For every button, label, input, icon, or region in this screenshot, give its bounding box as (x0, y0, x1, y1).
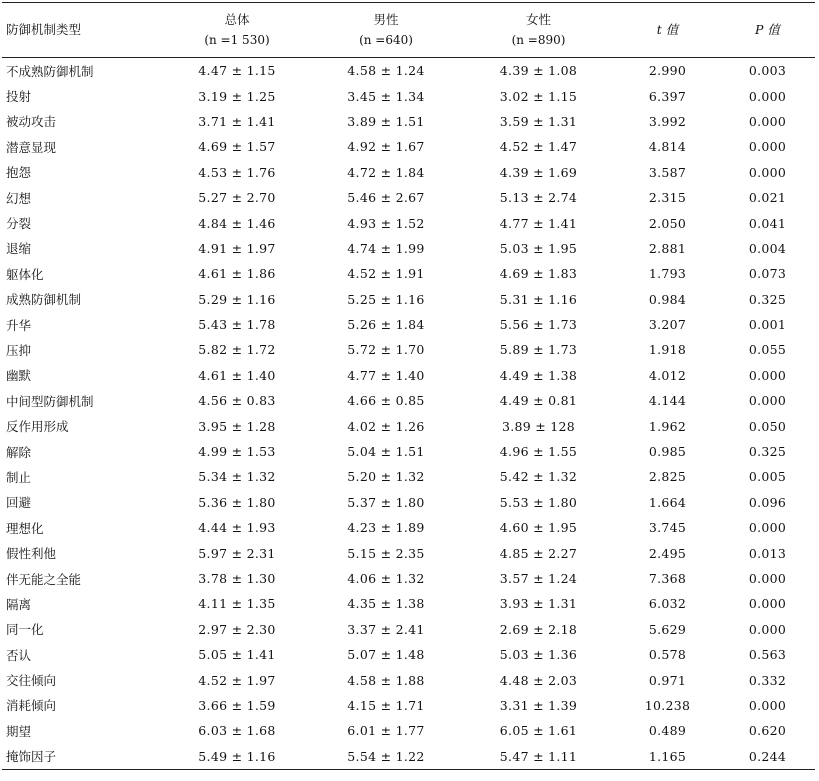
table-row (2, 287, 815, 312)
cell-total: 4.53 ± 1.76 (198, 164, 276, 180)
cell-t-value: 5.629 (648, 621, 687, 637)
cell-male: 4.58 ± 1.24 (347, 63, 425, 79)
table-row (2, 58, 815, 84)
cell-female: 3.93 ± 1.31 (499, 596, 578, 612)
cell-male: 5.26 ± 1.84 (347, 317, 425, 333)
table-row (2, 261, 815, 286)
cell-total: 5.49 ± 1.16 (198, 748, 276, 764)
row-label: 否认 (6, 647, 32, 663)
table-row (2, 210, 815, 235)
cell-t-value: 7.368 (648, 571, 687, 586)
table-row (2, 413, 815, 438)
cell-t-value: 2.315 (648, 190, 687, 206)
cell-t-value: 2.050 (648, 215, 687, 231)
header-total-label: 总体 (224, 12, 250, 27)
header-p-value (720, 3, 815, 58)
table-row (2, 363, 815, 388)
cell-female: 5.31 ± 1.16 (499, 291, 578, 307)
row-label: 升华 (6, 317, 32, 333)
cell-t-value: 10.238 (644, 697, 691, 713)
cell-total: 4.47 ± 1.15 (198, 63, 276, 79)
row-label: 期望 (6, 723, 32, 739)
cell-t-value: 3.207 (648, 317, 687, 333)
header-female-label: 女性 (525, 12, 551, 27)
cell-total: 4.61 ± 1.86 (198, 266, 276, 282)
cell-t-value: 6.032 (648, 596, 687, 612)
cell-p-value: 0.001 (748, 317, 787, 333)
table-row (2, 744, 815, 770)
cell-t-value: 4.012 (648, 367, 687, 383)
header-t-value (615, 3, 720, 58)
cell-female: 5.56 ± 1.73 (499, 317, 578, 333)
table-body (2, 58, 815, 770)
cell-female: 4.85 ± 2.27 (499, 545, 578, 561)
cell-p-value: 0.000 (748, 621, 787, 637)
table-row (2, 312, 815, 337)
cell-p-value: 0.000 (748, 139, 787, 155)
cell-male: 3.89 ± 1.51 (347, 113, 425, 129)
cell-male: 5.46 ± 2.67 (347, 190, 425, 206)
cell-male: 3.37 ± 2.41 (347, 621, 425, 637)
cell-p-value: 0.000 (748, 88, 787, 104)
cell-total: 4.11 ± 1.35 (198, 596, 276, 612)
table-row (2, 591, 815, 616)
cell-female: 5.47 ± 1.11 (499, 748, 578, 764)
cell-female: 3.02 ± 1.15 (499, 88, 578, 104)
cell-male: 4.72 ± 1.84 (347, 164, 425, 180)
table-row (2, 667, 815, 692)
cell-male: 5.72 ± 1.70 (347, 342, 425, 358)
row-label: 掩饰因子 (6, 749, 57, 765)
row-label: 投射 (6, 89, 32, 105)
cell-female: 4.52 ± 1.47 (499, 139, 578, 155)
defense-mechanism-table (2, 2, 815, 770)
table-row (2, 109, 815, 134)
cell-female: 4.77 ± 1.41 (499, 215, 578, 231)
cell-p-value: 0.041 (748, 215, 787, 231)
table-row (2, 134, 815, 159)
cell-female: 4.39 ± 1.08 (499, 63, 578, 79)
header-male (310, 3, 462, 58)
cell-p-value: 0.096 (748, 494, 787, 510)
row-label: 同一化 (6, 622, 44, 638)
cell-male: 4.06 ± 1.32 (347, 571, 425, 586)
cell-female: 4.49 ± 0.81 (499, 393, 578, 409)
row-label: 伴无能之全能 (6, 571, 82, 587)
row-label: 解除 (6, 444, 32, 460)
row-label: 反作用形成 (6, 419, 69, 435)
cell-total: 5.34 ± 1.32 (198, 469, 276, 485)
cell-t-value: 1.664 (648, 494, 687, 510)
cell-p-value: 0.563 (748, 647, 787, 663)
header-total (164, 3, 310, 58)
header-female-n: (n =890) (511, 33, 566, 47)
cell-total: 5.29 ± 1.16 (198, 291, 276, 307)
cell-male: 4.66 ± 0.85 (347, 393, 425, 409)
cell-female: 4.96 ± 1.55 (499, 444, 578, 460)
row-label: 假性利他 (6, 546, 57, 562)
cell-male: 4.92 ± 1.67 (347, 139, 425, 155)
row-label: 幻想 (6, 190, 32, 206)
row-label: 交往倾向 (6, 673, 57, 689)
cell-total: 6.03 ± 1.68 (198, 723, 276, 739)
cell-t-value: 4.814 (648, 139, 687, 155)
cell-p-value: 0.325 (748, 444, 787, 460)
cell-t-value: 1.962 (648, 418, 687, 434)
cell-p-value: 0.000 (748, 164, 787, 180)
cell-t-value: 2.990 (648, 63, 687, 79)
table-row (2, 185, 815, 210)
header-t-label: t 值 (656, 22, 679, 37)
table-row (2, 566, 815, 591)
cell-male: 5.25 ± 1.16 (347, 291, 425, 307)
row-label: 分裂 (6, 216, 32, 232)
cell-male: 4.74 ± 1.99 (347, 240, 425, 256)
cell-t-value: 2.495 (648, 545, 687, 561)
cell-total: 4.91 ± 1.97 (198, 240, 276, 256)
cell-male: 4.15 ± 1.71 (347, 697, 425, 713)
cell-t-value: 1.165 (648, 748, 687, 764)
table-row (2, 236, 815, 261)
table-row (2, 464, 815, 489)
cell-total: 4.69 ± 1.57 (198, 139, 276, 155)
cell-p-value: 0.000 (748, 367, 787, 383)
cell-female: 4.69 ± 1.83 (499, 266, 578, 282)
cell-male: 5.07 ± 1.48 (347, 647, 425, 663)
cell-male: 5.54 ± 1.22 (347, 748, 425, 764)
row-label: 抱怨 (6, 165, 32, 181)
header-type: 防御机制类型 (6, 22, 82, 37)
cell-t-value: 1.793 (648, 266, 687, 282)
cell-p-value: 0.004 (748, 240, 787, 256)
row-label: 退缩 (6, 241, 32, 257)
cell-total: 4.61 ± 1.40 (198, 367, 276, 383)
table-row (2, 83, 815, 108)
cell-t-value: 3.745 (648, 520, 687, 536)
table-row (2, 693, 815, 718)
row-label: 幽默 (6, 368, 32, 384)
cell-male: 5.20 ± 1.32 (347, 469, 425, 485)
cell-total: 4.52 ± 1.97 (198, 672, 276, 688)
table-row (2, 337, 815, 362)
cell-t-value: 0.971 (648, 672, 687, 688)
table-row (2, 388, 815, 413)
cell-male: 4.77 ± 1.40 (347, 367, 425, 383)
header-row (2, 3, 815, 58)
cell-t-value: 3.992 (648, 113, 687, 129)
table-row (2, 515, 815, 540)
cell-total: 4.99 ± 1.53 (198, 444, 276, 460)
cell-p-value: 0.055 (748, 342, 787, 358)
header-p-label: P 值 (755, 22, 780, 37)
cell-total: 4.56 ± 0.83 (198, 393, 276, 409)
cell-female: 2.69 ± 2.18 (499, 621, 578, 637)
cell-total: 3.78 ± 1.30 (198, 571, 276, 586)
cell-male: 4.02 ± 1.26 (347, 418, 425, 434)
header-male-n: (n =640) (359, 33, 413, 47)
cell-p-value: 0.325 (748, 291, 787, 307)
table-row (2, 617, 815, 642)
cell-total: 5.05 ± 1.41 (198, 647, 276, 663)
cell-p-value: 0.000 (748, 596, 787, 612)
row-label: 不成熟防御机制 (6, 63, 94, 79)
cell-male: 4.52 ± 1.91 (347, 266, 425, 282)
cell-male: 5.04 ± 1.51 (347, 444, 425, 460)
cell-p-value: 0.000 (748, 697, 787, 713)
table-row (2, 160, 815, 185)
row-label: 制止 (6, 469, 32, 485)
cell-female: 4.49 ± 1.38 (499, 367, 578, 383)
cell-male: 4.58 ± 1.88 (347, 672, 425, 688)
cell-female: 4.48 ± 2.03 (499, 672, 578, 688)
cell-female: 4.39 ± 1.69 (499, 164, 578, 180)
cell-t-value: 0.578 (648, 647, 687, 663)
cell-p-value: 0.620 (748, 723, 787, 739)
cell-male: 5.37 ± 1.80 (347, 494, 425, 510)
table-header (2, 3, 815, 58)
cell-male: 3.45 ± 1.34 (347, 88, 425, 104)
cell-female: 3.89 ± 128 (501, 418, 576, 434)
cell-p-value: 0.332 (748, 672, 787, 688)
cell-female: 5.89 ± 1.73 (499, 342, 578, 358)
cell-p-value: 0.000 (748, 393, 787, 409)
cell-t-value: 6.397 (648, 88, 687, 104)
cell-female: 3.59 ± 1.31 (499, 113, 578, 129)
cell-male: 4.35 ± 1.38 (347, 596, 425, 612)
cell-t-value: 2.881 (648, 240, 687, 256)
cell-total: 3.66 ± 1.59 (198, 697, 276, 713)
row-label: 消耗倾向 (6, 698, 57, 714)
cell-female: 3.31 ± 1.39 (499, 697, 578, 713)
row-label: 躯体化 (6, 266, 44, 282)
cell-female: 5.13 ± 2.74 (499, 190, 578, 206)
cell-total: 4.84 ± 1.46 (198, 215, 276, 231)
row-label: 压抑 (6, 342, 32, 358)
cell-total: 5.43 ± 1.78 (198, 317, 276, 333)
cell-t-value: 2.825 (648, 469, 687, 485)
cell-female: 6.05 ± 1.61 (499, 723, 578, 739)
row-label: 隔离 (6, 596, 32, 612)
cell-p-value: 0.000 (748, 520, 787, 536)
cell-female: 5.53 ± 1.80 (499, 494, 578, 510)
cell-p-value: 0.013 (748, 545, 787, 561)
table-row (2, 718, 815, 743)
cell-total: 5.36 ± 1.80 (198, 494, 276, 510)
cell-total: 2.97 ± 2.30 (198, 621, 276, 637)
cell-p-value: 0.073 (748, 266, 787, 282)
cell-t-value: 0.489 (648, 723, 687, 739)
cell-female: 5.03 ± 1.95 (499, 240, 578, 256)
table-row (2, 439, 815, 464)
cell-p-value: 0.050 (748, 418, 787, 434)
cell-female: 5.03 ± 1.36 (499, 647, 578, 663)
cell-t-value: 4.144 (648, 393, 687, 409)
cell-t-value: 3.587 (648, 164, 687, 180)
cell-p-value: 0.003 (748, 63, 787, 79)
cell-total: 3.95 ± 1.28 (198, 418, 276, 434)
cell-male: 4.93 ± 1.52 (347, 215, 425, 231)
header-male-label: 男性 (373, 12, 399, 27)
table-row (2, 642, 815, 667)
cell-total: 5.97 ± 2.31 (198, 545, 276, 561)
cell-p-value: 0.244 (748, 748, 787, 764)
cell-male: 5.15 ± 2.35 (347, 545, 425, 561)
row-label: 成熟防御机制 (6, 292, 82, 308)
cell-t-value: 0.984 (648, 291, 687, 307)
cell-p-value: 0.021 (748, 190, 787, 206)
header-female (462, 3, 615, 58)
cell-female: 4.60 ± 1.95 (499, 520, 578, 536)
cell-p-value: 0.005 (748, 469, 787, 485)
cell-total: 3.71 ± 1.41 (198, 113, 276, 129)
cell-total: 5.82 ± 1.72 (198, 342, 276, 358)
cell-t-value: 0.985 (648, 444, 687, 460)
row-label: 潜意显现 (6, 139, 57, 155)
cell-p-value: 0.000 (748, 571, 787, 586)
cell-total: 5.27 ± 2.70 (198, 190, 276, 206)
cell-t-value: 1.918 (648, 342, 687, 358)
table-row (2, 540, 815, 565)
row-label: 理想化 (6, 520, 44, 536)
cell-p-value: 0.000 (748, 113, 787, 129)
header-total-n: (n =1 530) (204, 33, 270, 47)
cell-total: 3.19 ± 1.25 (198, 88, 276, 104)
row-label: 中间型防御机制 (6, 393, 94, 409)
table-row (2, 490, 815, 515)
cell-male: 6.01 ± 1.77 (347, 723, 425, 739)
row-label: 回避 (6, 495, 32, 511)
cell-male: 4.23 ± 1.89 (347, 520, 425, 536)
cell-female: 5.42 ± 1.32 (499, 469, 578, 485)
row-label: 被动攻击 (6, 114, 57, 130)
cell-female: 3.57 ± 1.24 (499, 571, 578, 586)
cell-total: 4.44 ± 1.93 (198, 520, 276, 536)
